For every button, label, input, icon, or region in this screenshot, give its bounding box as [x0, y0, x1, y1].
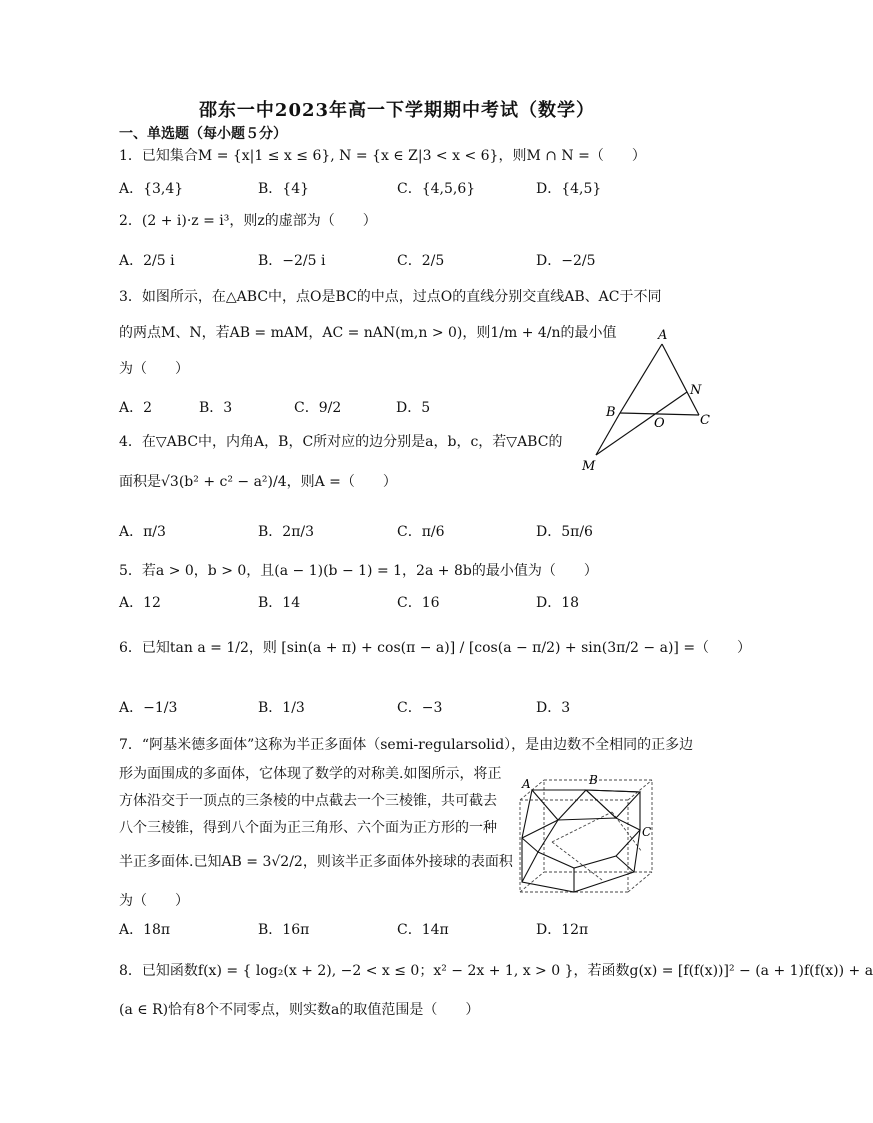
q5-option-a[interactable]: A．12 [119, 595, 161, 611]
question-7-options [119, 919, 699, 941]
question-7-line-1: 7．“阿基米德多面体”这称为半正多面体（semi-regularsolid），是由边数不全相同的正多边 [119, 737, 694, 753]
question-8-line-2: (a ∈ R)恰有8个不同零点，则实数a的取值范围是（ ） [119, 1002, 480, 1018]
question-7-line-6: 为（ ） [119, 893, 189, 909]
label-b: B [606, 405, 616, 420]
question-6-stem: 6．已知tan a = 1/2，则 [sin(a + π) + cos(π − a)] / [cos(a − π/2) + sin(3π/2 − a)] =（ ） [119, 640, 752, 656]
question-2-stem: 2．(2 + i)·z = i³，则z的虚部为（ ） [119, 213, 377, 229]
q5-option-d[interactable]: D．18 [536, 595, 580, 611]
question-3-line-2: 的两点M、N，若AB = mAM，AC = nAN(m,n > 0)，则1/m + 4/n的最小值 [119, 325, 617, 341]
section-heading: 一、单选题（每小题５分） [119, 126, 287, 142]
q3-option-c[interactable]: C．9/2 [294, 400, 342, 416]
line-mn [596, 392, 687, 455]
triangle-figure [578, 322, 718, 474]
q7-option-c[interactable]: C．14π [397, 922, 449, 938]
question-1-stem: 1．已知集合M = {x|1 ≤ x ≤ 6}, N = {x ∈ Z|3 < x < 6}，则M ∩ N =（ ） [119, 148, 646, 164]
question-3-line-1: 3．如图所示，在△ABC中，点O是BC的中点，过点O的直线分别交直线AB、AC于不同 [119, 289, 662, 305]
q2-option-a[interactable]: A．2/5 i [119, 253, 175, 269]
polyhedron-outline [522, 790, 640, 892]
question-4-line-2: 面积是√3(b² + c² − a²)/4，则A =（ ） [119, 474, 397, 490]
edge-c [522, 852, 538, 882]
q7-option-a[interactable]: A．18π [119, 922, 171, 938]
side-bc [620, 413, 699, 415]
q6-option-c[interactable]: C．−3 [397, 700, 443, 716]
q2-option-b[interactable]: B．−2/5 i [258, 253, 326, 269]
q5-option-c[interactable]: C．16 [397, 595, 440, 611]
side-ac [662, 344, 699, 415]
q5-option-b[interactable]: B．14 [258, 595, 301, 611]
label-b: B [589, 773, 598, 787]
q4-option-c[interactable]: C．π/6 [397, 524, 445, 540]
side-ab [620, 344, 662, 413]
question-5-options [119, 592, 699, 614]
polyhedron-figure [512, 772, 662, 898]
question-5-stem: 5．若a > 0，b > 0，且(a − 1)(b − 1) = 1，2a + 8b的最小值为（ ） [119, 563, 598, 579]
q7-option-d[interactable]: D．12π [536, 922, 589, 938]
question-7-line-3: 方体沿交于一顶点的三条棱的中点截去一个三棱锥，共可截去 [119, 793, 497, 809]
q7-option-b[interactable]: B．16π [258, 922, 310, 938]
label-a: A [658, 328, 668, 343]
q1-option-a[interactable]: A．{3,4} [119, 181, 184, 197]
edge-e [616, 856, 634, 872]
question-8-line-1: 8．已知函数f(x) = { log₂(x + 2), −2 < x ≤ 0；x² − 2x + 1, x > 0 }，若函数g(x) = [f(f(x))]² − (a + 1)f(f(x)) + a [119, 963, 873, 979]
q4-option-a[interactable]: A．π/3 [119, 524, 166, 540]
edge-a [522, 838, 538, 852]
label-a: A [522, 777, 531, 791]
q6-option-a[interactable]: A．−1/3 [119, 700, 178, 716]
q3-option-d[interactable]: D．5 [396, 400, 431, 416]
cube-edge-4 [628, 872, 652, 892]
question-4-options [119, 521, 699, 543]
label-m: M [582, 459, 596, 474]
question-4-line-1: 4．在▽ABC中，内角A，B，C所对应的边分别是a，b，c，若▽ABC的 [119, 434, 563, 450]
question-7-line-2: 形为面围成的多面体，它体现了数学的对称美.如图所示，将正 [119, 766, 502, 782]
exam-title: 邵东一中2023年高一下学期期中考试（数学） [198, 100, 596, 121]
top-triangle-left [532, 790, 586, 820]
label-c: C [642, 825, 652, 839]
q1-option-d[interactable]: D．{4,5} [536, 181, 602, 197]
q4-option-b[interactable]: B．2π/3 [258, 524, 315, 540]
q3-option-b[interactable]: B．3 [199, 400, 233, 416]
question-1-options [119, 178, 699, 200]
q4-option-d[interactable]: D．5π/6 [536, 524, 593, 540]
q1-option-c[interactable]: C．{4,5,6} [397, 181, 476, 197]
question-6-options [119, 697, 699, 719]
q1-option-b[interactable]: B．{4} [258, 181, 310, 197]
q6-option-b[interactable]: B．1/3 [258, 700, 305, 716]
question-3-line-3: 为（ ） [119, 361, 189, 377]
label-c: C [700, 413, 710, 428]
question-2-options [119, 250, 699, 272]
question-7-line-4: 八个三棱锥，得到八个面为正三角形、六个面为正方形的一种 [119, 820, 497, 836]
label-o: O [654, 416, 665, 431]
q2-option-c[interactable]: C．2/5 [397, 253, 445, 269]
label-n: N [690, 383, 702, 398]
q3-option-a[interactable]: A．2 [119, 400, 153, 416]
edge-f [586, 790, 616, 818]
q6-option-d[interactable]: D．3 [536, 700, 571, 716]
question-7-line-5: 半正多面体.已知AB = 3√2/2，则该半正多面体外接球的表面积 [119, 854, 513, 870]
q2-option-d[interactable]: D．−2/5 [536, 253, 596, 269]
